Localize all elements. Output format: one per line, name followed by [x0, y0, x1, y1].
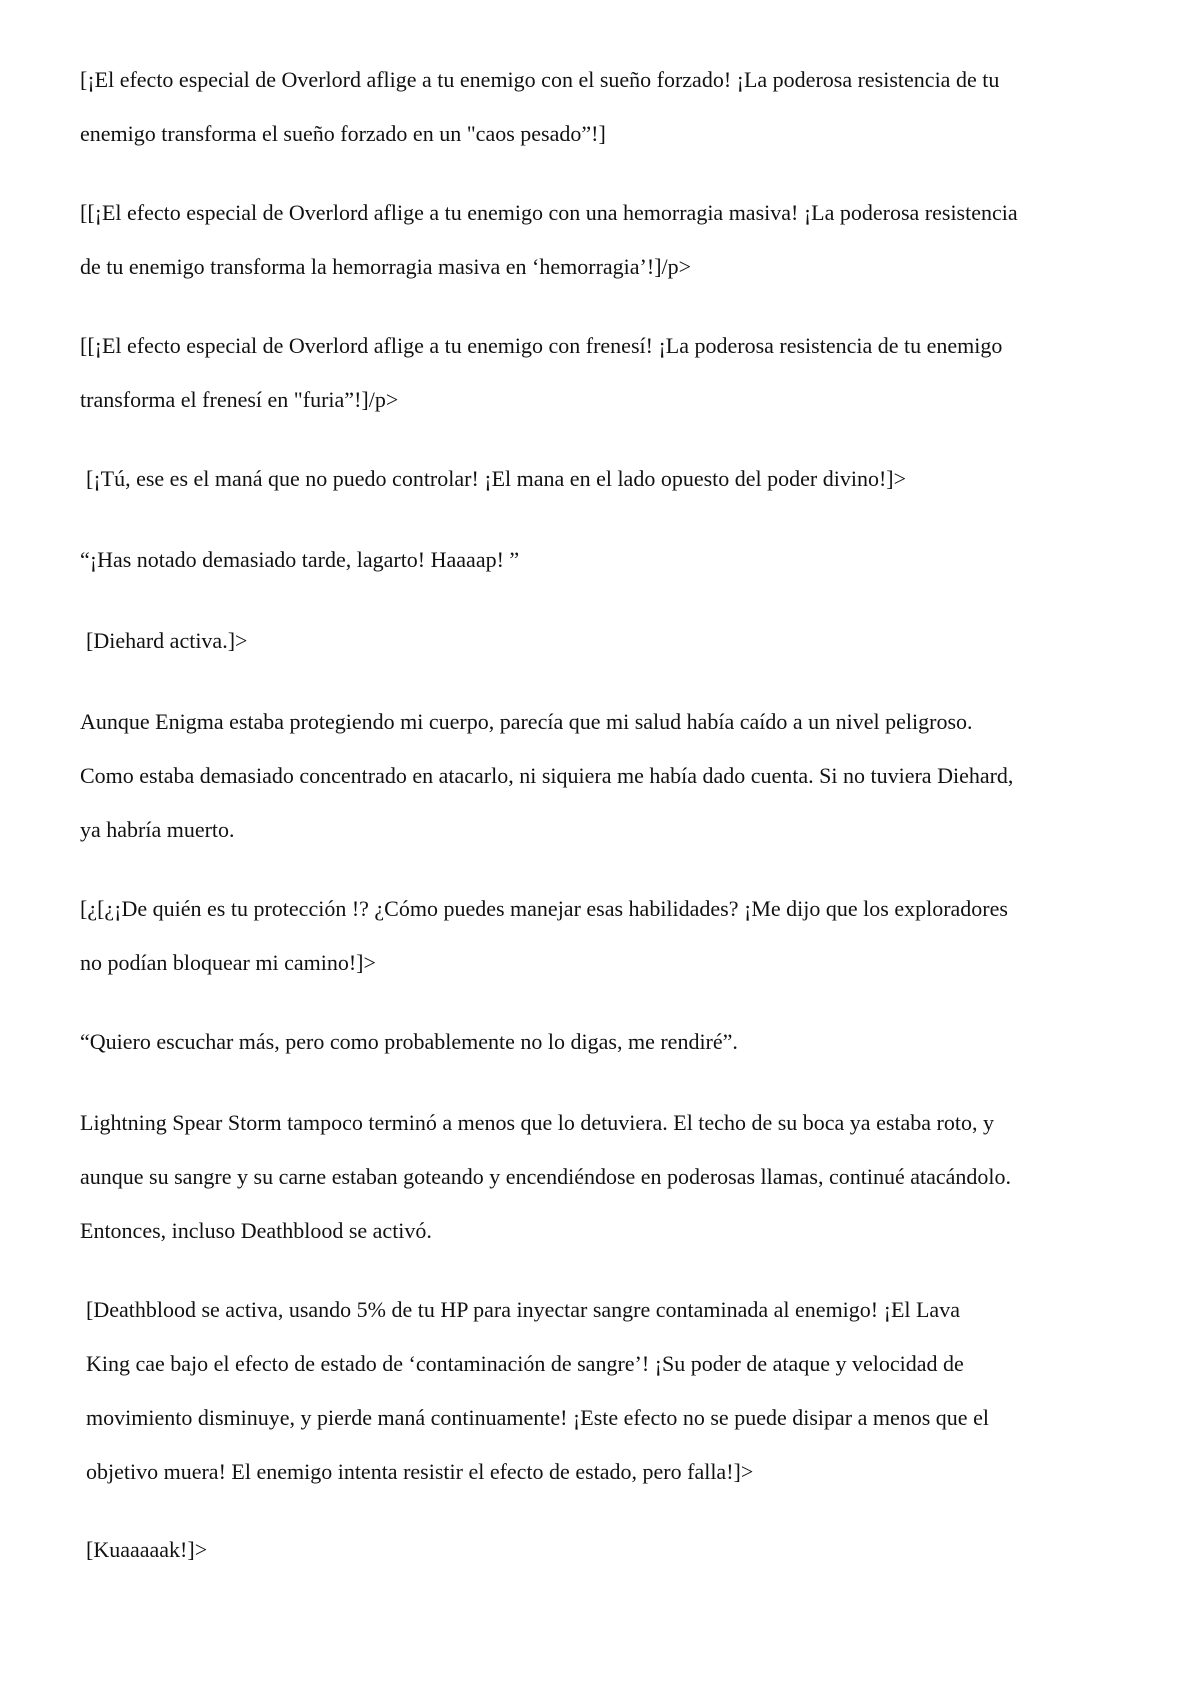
text-line: Aunque Enigma estaba protegiendo mi cuerpo, parecía que mi salud había caído a un nivel peligroso. — [80, 709, 973, 734]
text-line: Como estaba demasiado concentrado en atacarlo, ni siquiera me había dado cuenta. Si no tuviera Diehard, — [80, 763, 1014, 788]
paragraph-overlord-sleep — [80, 53, 1120, 161]
text-line: enemigo transforma el sueño forzado en un "caos pesado”!] — [80, 121, 606, 146]
text-line: Lightning Spear Storm tampoco terminó a menos que lo detuviera. El techo de su boca ya estaba roto, y — [80, 1110, 994, 1135]
text-line: [¿[¿¡De quién es tu protección !? ¿Cómo puedes manejar esas habilidades? ¡Me dijo que los exploradores — [80, 896, 1008, 921]
text-line: movimiento disminuye, y pierde maná continuamente! ¡Este efecto no se puede disipar a menos que el — [86, 1405, 989, 1430]
text-line: transforma el frenesí en "furia”!]/p> — [80, 387, 399, 412]
text-line: aunque su sangre y su carne estaban goteando y encendiéndose en poderosas llamas, continué atacándolo. — [80, 1164, 1012, 1189]
text-line: “¡Has notado demasiado tarde, lagarto! Haaaap! ” — [80, 547, 520, 572]
paragraph-quiero-escuchar — [80, 1015, 1120, 1069]
paragraph-diehard-activa — [86, 614, 1126, 668]
paragraph-overlord-frenzy — [80, 319, 1120, 427]
text-line: objetivo muera! El enemigo intenta resistir el efecto de estado, pero falla!]> — [86, 1459, 754, 1484]
paragraph-overlord-hemorrhage — [80, 186, 1120, 294]
text-line: [[¡El efecto especial de Overlord aflige a tu enemigo con una hemorragia masiva! ¡La poderosa resistencia — [80, 200, 1018, 225]
paragraph-kuaaaaak — [86, 1523, 1126, 1577]
text-line: [Kuaaaaak!]> — [86, 1537, 208, 1562]
text-line: Entonces, incluso Deathblood se activó. — [80, 1218, 432, 1243]
text-line: King cae bajo el efecto de estado de ‘contaminación de sangre’! ¡Su poder de ataque y velocidad de — [86, 1351, 964, 1376]
text-line: “Quiero escuchar más, pero como probablemente no lo digas, me rendiré”. — [80, 1029, 738, 1054]
paragraph-lightning-spear-storm — [80, 1096, 1120, 1258]
paragraph-haaaap-dialogue — [80, 533, 1120, 587]
paragraph-mana-dialogue — [86, 452, 1126, 506]
text-line: [¡El efecto especial de Overlord aflige a tu enemigo con el sueño forzado! ¡La poderosa resistencia de tu — [80, 67, 1000, 92]
text-line: no podían bloquear mi camino!]> — [80, 950, 376, 975]
text-line: [¡Tú, ese es el maná que no puedo controlar! ¡El mana en el lado opuesto del poder divino!]> — [86, 466, 907, 491]
text-line: [Deathblood se activa, usando 5% de tu HP para inyectar sangre contaminada al enemigo! ¡El Lava — [86, 1297, 960, 1322]
paragraph-enigma-health — [80, 695, 1120, 857]
paragraph-deathblood-effect — [86, 1283, 1126, 1499]
text-line: [[¡El efecto especial de Overlord aflige a tu enemigo con frenesí! ¡La poderosa resistencia de tu enemigo — [80, 333, 1003, 358]
text-line: [Diehard activa.]> — [86, 628, 248, 653]
paragraph-protection-question — [80, 882, 1120, 990]
text-line: de tu enemigo transforma la hemorragia masiva en ‘hemorragia’!]/p> — [80, 254, 692, 279]
text-line: ya habría muerto. — [80, 817, 235, 842]
